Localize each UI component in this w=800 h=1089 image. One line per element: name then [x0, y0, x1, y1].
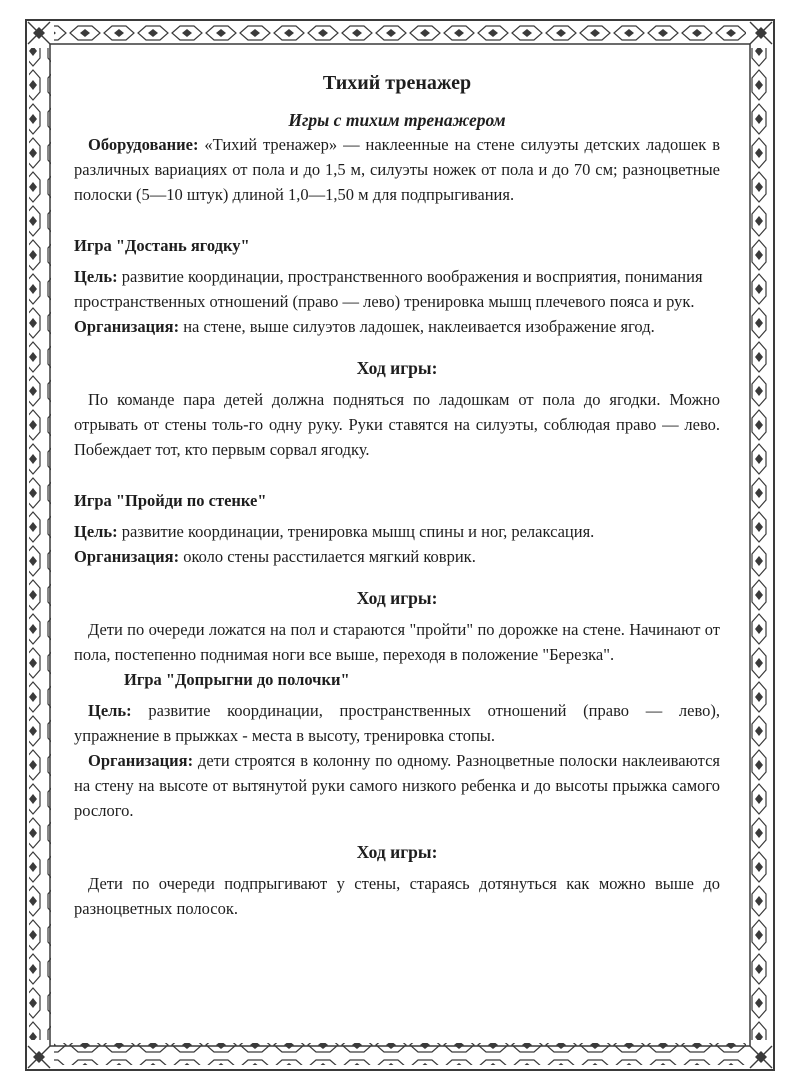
equipment-label: Оборудование:	[88, 135, 199, 154]
game-1-goal-paragraph	[74, 264, 720, 339]
game-2-progress-heading: Ход игры:	[356, 588, 438, 608]
game-2-org-text: около стены расстилается мягкий коврик.	[179, 547, 476, 566]
game-3-goal-paragraph	[74, 698, 720, 748]
page-title: Тихий тренажер	[322, 72, 472, 94]
game-1-progress-text: По команде пара детей должна подняться по ладошкам от пола до ягодки. Можно отрывать от стены толь-го одну руку. Руки ставятся на силуэты, соблюдая право — лево. Побеждает тот, кто первым сорвал ягодку.	[74, 390, 720, 459]
document-body	[74, 70, 720, 921]
game-3-org-paragraph	[74, 748, 720, 823]
game-1-goal-label: Цель:	[74, 267, 118, 286]
game-2-org-label: Организация:	[74, 547, 180, 566]
game-2-title: Игра "Пройди по стенке"	[74, 491, 267, 510]
game-2-goal-label: Цель:	[74, 522, 118, 541]
game-1-org-label: Организация:	[74, 317, 180, 336]
equipment-paragraph	[74, 132, 720, 207]
game-3-goal-label: Цель:	[88, 701, 132, 720]
game-3-org-label: Организация:	[88, 751, 194, 770]
game-2-progress-text: Дети по очереди ложатся на пол и стараются "пройти" по дорожке на стене. Начинают от пола, постепенно поднимая ноги все выше, переходя в положение "Березка".	[74, 620, 720, 664]
game-2-goal-text: развитие координации, тренировка мышц спины и ног, релаксация.	[117, 522, 595, 541]
game-3-org-text: дети строятся в колонну по одному. Разноцветные полоски наклеиваются на стену на высоте от вытянутой руки самого низкого ребенка и до высоты прыжка самого рослого.	[74, 751, 720, 820]
game-1-goal-text: развитие координации, пространственного воображения и восприятия, понимания пространственных отношений (право — лево) тренировка мышц плечевого пояса и рук.	[74, 267, 703, 311]
game-3-title: Игра "Допрыгни до полочки"	[124, 670, 350, 689]
game-3-progress-text: Дети по очереди подпрыгивают у стены, стараясь дотянуться как можно выше до разноцветных полосок.	[74, 874, 720, 918]
game-1-title: Игра "Достань ягодку"	[74, 236, 250, 255]
game-2-org-paragraph	[74, 544, 720, 569]
game-3-progress-heading: Ход игры:	[356, 842, 438, 862]
game-1-org-text: на стене, выше силуэтов ладошек, наклеивается изображение ягод.	[179, 317, 655, 336]
equipment-text: «Тихий тренажер» — наклеенные на стене силуэты детских ладошек в различных вариациях от пола и до 1,5 м, силуэты ножек от пола и до 70 см; разноцветные полоски (5—10 штук) длиной 1,0—1,50 м для подпрыгивания.	[74, 135, 720, 204]
game-3-goal-text: развитие координации, пространственных отношений (право — лево), упражнение в прыжках - места в высоту, тренировка стопы.	[74, 701, 720, 745]
page-subtitle: Игры с тихим тренажером	[288, 110, 506, 130]
game-1-progress-heading: Ход игры:	[356, 358, 438, 378]
game-2-goal-paragraph	[74, 519, 720, 544]
